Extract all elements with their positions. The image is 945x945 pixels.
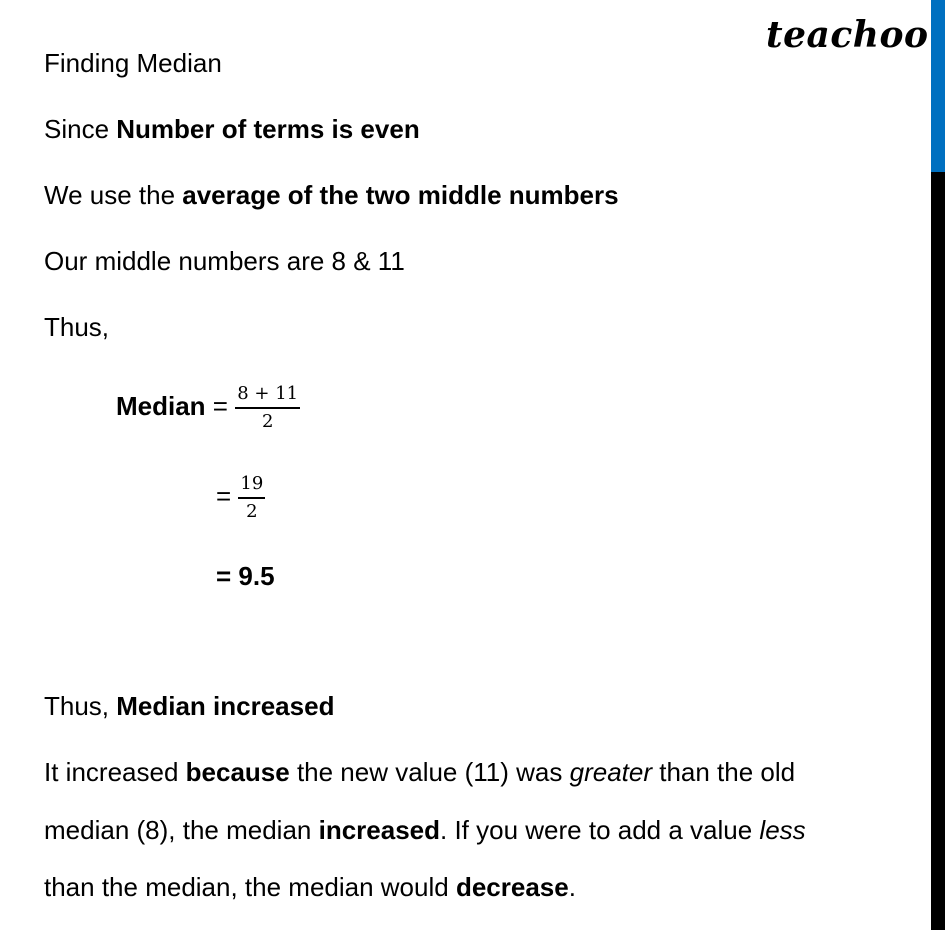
median-equation [116,384,300,432]
text: . If you were to add a value [440,815,760,845]
line-even-terms [44,114,420,144]
explanation-line-3 [44,872,576,902]
bold-text: Median increased [116,691,335,721]
text: than the median, the median would [44,872,456,902]
bold-text: because [185,757,290,787]
line-middle-numbers: Our middle numbers are 8 & 11 [44,246,405,276]
line-average-middle [44,180,619,210]
text: Since [44,114,117,144]
text: Thus, [44,691,117,721]
line-thus: Thus, [44,312,110,342]
denominator: 2 [246,501,258,522]
explanation-line-1 [44,757,795,787]
fraction-19-over-2 [238,474,265,522]
bold-text: increased [318,815,440,845]
side-bar-blue-accent [931,0,945,172]
text: the new value (11) was [289,757,570,787]
median-label: Median [116,390,206,421]
numerator: 8 + 11 [235,384,300,409]
text: We use the [44,180,183,210]
bold-text: Number of terms is even [116,114,420,144]
median-result: = 9.5 [216,561,275,591]
equals-sign: = [216,480,239,511]
bold-text: decrease [455,872,569,902]
explanation-line-2 [44,815,806,845]
italic-text: less [759,815,806,845]
bold-text: average of the two middle numbers [182,180,619,210]
side-scroll-bar [931,0,945,930]
italic-text: greater [569,757,652,787]
text: . [568,872,576,902]
numerator: 19 [238,474,265,499]
text: median (8), the median [44,815,319,845]
fraction-8-plus-11-over-2 [235,384,300,432]
denominator: 2 [261,411,274,432]
step-19-over-2 [216,474,265,522]
text: It increased [44,757,186,787]
conclusion-line [44,691,334,721]
heading-finding-median: Finding Median [44,48,222,78]
equals-sign: = [205,390,236,421]
text: than the old [652,757,796,787]
teachoo-logo: teachoo [766,14,929,56]
